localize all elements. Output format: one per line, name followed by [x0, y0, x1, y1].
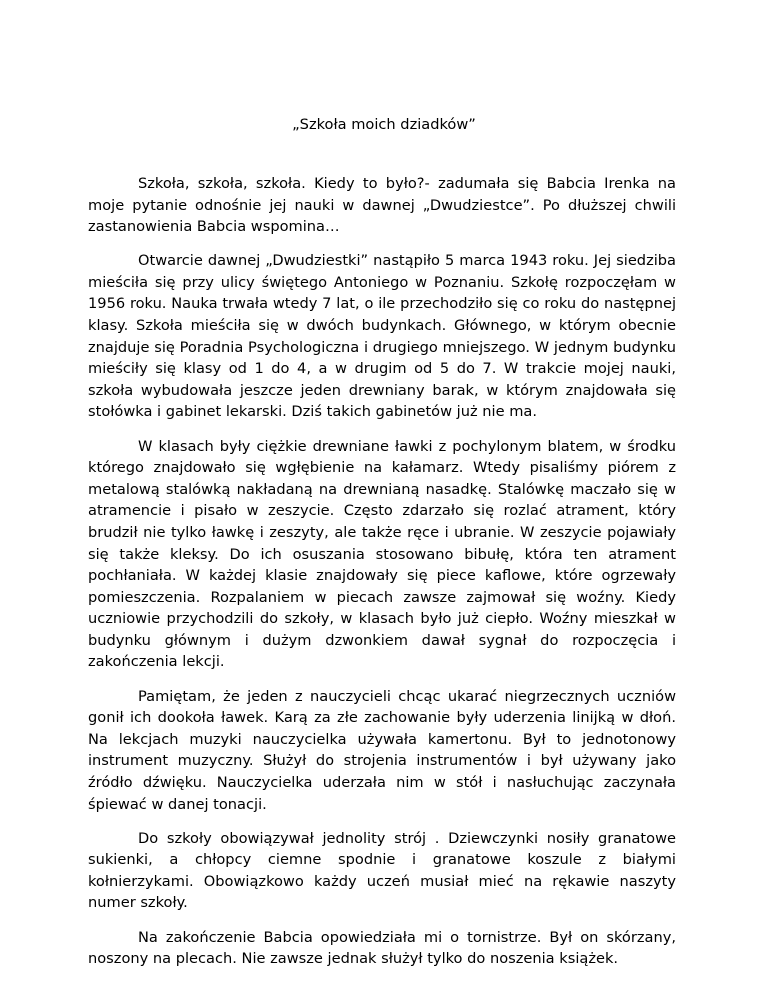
document-title: „Szkoła moich dziadków”	[292, 116, 476, 133]
paragraph-3: W klasach były ciężkie drewniane ławki z pochylonym blatem, w środku którego znajdowało się wgłębienie na kałamarz. Wtedy pisaliśmy piórem z metalową stalówką nakładaną na drewnianą nasadkę. Stalówkę maczało się w atramencie i pisało w zeszycie. Często zdarzało się rozlać atrament, który brudził nie tylko ławkę i zeszyty, ale także ręce i ubranie. W zeszycie pojawiały się także kleksy. Do ich osuszania stosowano bibułę, która ten atrament pochłaniała. W każdej klasie znajdowały się piece kaflowe, które ogrzewały pomieszczenia. Rozpalaniem w piecach zawsze zajmował się woźny. Kiedy uczniowie przychodzili do szkoły, w klasach było już ciepło. Woźny mieszkał w budynku głównym i dużym dzwonkiem dawał sygnał do rozpoczęcia i zakończenia lekcji.	[88, 437, 676, 671]
paragraph-6: Na zakończenie Babcia opowiedziała mi o tornistrze. Był on skórzany, noszony na plecach. Nie zawsze jednak służył tylko do noszenia książek.	[88, 928, 676, 968]
paragraph-5: Do szkoły obowiązywał jednolity strój . Dziewczynki nosiły granatowe sukienki, a chłopcy ciemne spodnie i granatowe koszule z białymi kołnierzykami. Obowiązkowo każdy uczeń musiał mieć na rękawie naszyty numer szkoły.	[88, 829, 676, 912]
paragraph-4: Pamiętam, że jeden z nauczycieli chcąc ukarać niegrzecznych uczniów gonił ich dookoła ławek. Karą za złe zachowanie były uderzenia linijką w dłoń. Na lekcjach muzyki nauczycielka używała kamertonu. Był to jednotonowy instrument muzyczny. Służył do strojenia instrumentów i był używany jako źródło dźwięku. Nauczycielka uderzała nim w stół i nasłuchując zaczynała śpiewać w danej tonacji.	[88, 687, 676, 813]
paragraph-1: Szkoła, szkoła, szkoła. Kiedy to było?- zadumała się Babcia Irenka na moje pytanie odnośnie jej nauki w dawnej „Dwudziestce”. Po dłuższej chwili zastanowienia Babcia wspomina…	[88, 175, 676, 236]
document-body	[88, 173, 676, 982]
paragraph-2: Otwarcie dawnej „Dwudziestki” nastąpiło 5 marca 1943 roku. Jej siedziba mieściła się przy ulicy świętego Antoniego w Poznaniu. Szkołę rozpoczęłam w 1956 roku. Nauka trwała wtedy 7 lat, o ile przechodziło się co roku do następnej klasy. Szkoła mieściła się w dwóch budynkach. Głównego, w którym obecnie znajduje się Poradnia Psychologiczna i drugiego mniejszego. W jednym budynku mieściły się klasy od 1 do 4, a w drugim od 5 do 7. W trakcie mojej nauki, szkoła wybudowała jeszcze jeden drewniany barak, w którym znajdowała się stołówka i gabinet lekarski. Dziś takich gabinetów już nie ma.	[88, 252, 676, 421]
